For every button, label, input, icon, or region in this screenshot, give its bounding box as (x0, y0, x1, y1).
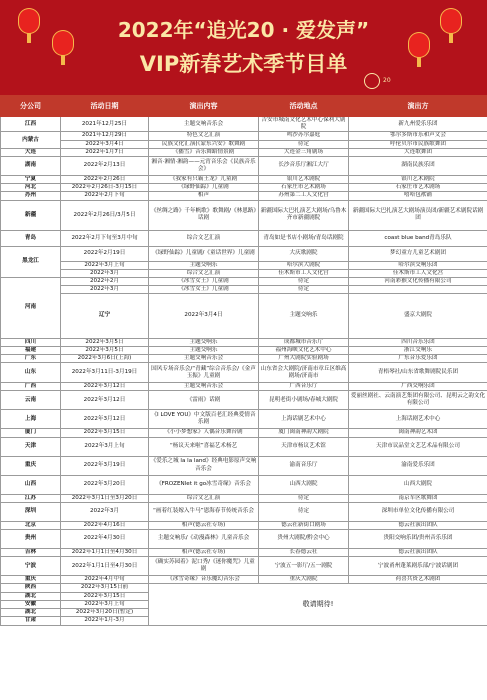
branch-cell: 广东 (1, 355, 61, 363)
table-cell: 2021年12月25日 (61, 117, 149, 132)
table-cell: 2022年4月中旬 (61, 576, 149, 584)
table-cell: 2022年2月下旬 (61, 192, 149, 200)
table-cell: 成都城市音乐厅 (259, 338, 349, 346)
table-cell: 荷喜共资艺术剧团 (349, 576, 487, 584)
table-cell: 特色文艺汇演 (149, 132, 259, 140)
table-cell: 2022年3月上旬 (61, 600, 149, 608)
table-cell: 浙江交响乐 (349, 346, 487, 354)
table-cell: 2021年12月29日 (61, 132, 149, 140)
table-cell: 天津市杨议艺术馆 (259, 437, 349, 456)
table-cell: 主题交响音乐会 (149, 355, 259, 363)
table-cell: 《确实苏园着》泥口秀/《迷你魔咒》儿童剧 (149, 557, 259, 576)
branch-cell: 山西 (1, 475, 61, 494)
table-cell: 大连金三角剧场 (259, 148, 349, 156)
branch-cell: 广西 (1, 383, 61, 391)
table-cell: 渝南爱乐乐团 (349, 456, 487, 475)
table-cell: coast blue band青岛乐队 (349, 230, 487, 246)
table-cell: 佳木斯市工人文化宫 (349, 269, 487, 277)
table-cell: 青岛如是书店小剧场/青岛话剧院 (259, 230, 349, 246)
table-cell: 广西音乐厅 (259, 383, 349, 391)
table-row (1, 494, 487, 502)
table-cell: 广州大剧院实验剧场 (259, 355, 349, 363)
branch-cell: 宁波 (1, 557, 61, 576)
table-row (1, 437, 487, 456)
table-cell: 上海话剧艺术中心 (259, 410, 349, 429)
table-cell: 2022年3月6日(上海) (61, 355, 149, 363)
table-cell: 主题交响乐 (259, 294, 349, 338)
branch-cell: 重庆 (1, 576, 61, 584)
table-cell: 2022年3月12日 (61, 410, 149, 429)
table-cell: 综合文艺汇演 (149, 269, 259, 277)
table-row (1, 176, 487, 184)
table-cell: 重庆大剧院 (259, 576, 349, 584)
table-cell: 厦门闽南神韵大剧院 (259, 429, 349, 437)
table-cell: 2022年1月7日 (61, 148, 149, 156)
table-row (1, 475, 487, 494)
table-cell: 广西交响乐团 (349, 383, 487, 391)
table-cell: 鄂尔多斯市乐和声文会 (349, 132, 487, 140)
branch-cell: 云南 (1, 391, 61, 410)
table-cell: 山东省会大剧院/济南市章丘区维高剧场/济南市 (259, 363, 349, 383)
table-cell: 待定 (259, 140, 349, 148)
table-row (1, 355, 487, 363)
table-cell: 新疆国际大巴扎演艺大剧场/乌鲁木齐市新疆剧院 (259, 200, 349, 230)
table-cell: 德云社演出团队 (349, 549, 487, 557)
table-cell: 2022年3月5日 (61, 338, 149, 346)
table-row (1, 148, 487, 156)
branch-cell: 四川 (1, 338, 61, 346)
table-row (1, 140, 487, 148)
table-cell (349, 286, 487, 294)
table-row (1, 246, 487, 261)
table-cell: 相声(德云社专场) (149, 549, 259, 557)
table-cell: 银川艺术剧院 (259, 176, 349, 184)
branch-cell: 陕西 (1, 584, 61, 592)
table-cell: 《丝绸之路》千年帆歌》歌舞剧/《林恩路》话剧 (149, 200, 259, 230)
table-row (1, 294, 487, 338)
table-row (1, 456, 487, 475)
table-cell: 四川音乐乐团 (349, 338, 487, 346)
branch-cell: 河北 (1, 184, 61, 192)
branch-cell: 厦门 (1, 429, 61, 437)
table-cell: 闽南神韵艺术团 (349, 429, 487, 437)
table-row (1, 549, 487, 557)
table-cell: 2022年3月11日-3月19日 (61, 363, 149, 383)
table-cell: 山西大剧院 (349, 475, 487, 494)
table-row (1, 157, 487, 176)
logo-icon (364, 73, 380, 89)
table-cell: 鸣沙苏尔嘉庭 (259, 132, 349, 140)
banner (0, 0, 487, 95)
table-cell: 《冰雪女王》儿童剧 (149, 286, 259, 294)
table-row (1, 530, 487, 549)
table-row (1, 429, 487, 437)
table-cell: 2022年2月26日 (61, 176, 149, 184)
table-cell: 2022年2月26日-3月15日 (61, 184, 149, 192)
table-cell: 苏州第二工人文化宫 (259, 192, 349, 200)
table-cell: 2022年3月4日 (61, 140, 149, 148)
table-cell: 2022年3月15日 (61, 429, 149, 437)
table-cell: 河南彩猴文化传播有限公司 (349, 278, 487, 286)
table-cell: 2022年3月 (61, 269, 149, 277)
table-row (1, 117, 487, 132)
table-cell: 《I LOVE YOU》中文版百老汇经典爱情音乐剧 (149, 410, 259, 429)
branch-cell: 辽宁 (61, 294, 149, 338)
table-cell: 昆明老街小剧场/春城大剧院 (259, 391, 349, 410)
table-cell: 2022年3月20日 (61, 475, 149, 494)
branch-cell: 重庆 (1, 456, 61, 475)
table-cell: 主题交响乐 (149, 261, 259, 269)
table-cell: 《雷雨》话剧 (149, 391, 259, 410)
table-cell: 《绿野仙踪》儿童剧 (149, 184, 259, 192)
table-cell: 2022年1月1日至4月30日 (61, 557, 149, 576)
table-cell: 天津市议品堂文艺艺术品有限公司 (349, 437, 487, 456)
table-cell: 2022年3月20日(暂定) (61, 609, 149, 617)
table-cell: 银川艺术剧院 (349, 176, 487, 184)
page-subtitle: VIP新春艺术季节目单 (139, 52, 348, 76)
table-cell: 佳木斯市工人文化宫 (259, 269, 349, 277)
branch-cell: 青岛 (1, 230, 61, 246)
table-cell: 石家庄市艺术剧场 (259, 184, 349, 192)
table-row (1, 521, 487, 529)
table-row (1, 278, 487, 286)
branch-cell: 黑龙江 (1, 246, 61, 277)
table-cell: 待定 (259, 494, 349, 502)
table-row (1, 557, 487, 576)
branch-cell: 内蒙古 (1, 132, 61, 148)
table-cell: 2022年3月上旬 (61, 261, 149, 269)
table-cell: 新疆国际大巴扎演艺大剧场演员团/新疆艺术剧院话剧团 (349, 200, 487, 230)
table-row (1, 184, 487, 192)
table-cell: 宁波五一影厅/五一剧院 (259, 557, 349, 576)
branch-cell: 湖南 (1, 157, 61, 176)
branch-cell: 江苏 (1, 494, 61, 502)
table-cell: 湖南民族乐团 (349, 157, 487, 176)
table-cell: 2022年3月12日 (61, 383, 149, 391)
table-row (1, 383, 487, 391)
branch-cell: 苏州 (1, 192, 61, 200)
table-cell: 2022年2月下旬至3月中旬 (61, 230, 149, 246)
table-cell: 山西大剧院 (259, 475, 349, 494)
branch-cell: 安徽 (1, 600, 61, 608)
table-cell: 渝南音乐厅 (259, 456, 349, 475)
table-cell: 2022年1月-3月 (61, 617, 149, 625)
table-cell: 盛京大剧院 (349, 294, 487, 338)
table-cell: 《小小梦想家》人偶音乐舞台剧 (149, 429, 259, 437)
table-cell: 吉安市城南文化艺术中心保利大剧院 (259, 117, 349, 132)
table-cell: 2022年2月13日 (61, 157, 149, 176)
page-title: 2022年“追光20 · 爱发声” (117, 18, 370, 42)
table-row (1, 410, 487, 429)
table-row (1, 200, 487, 230)
table-cell: 2022年2月 (61, 278, 149, 286)
table-row (1, 576, 487, 584)
table-row (1, 391, 487, 410)
logo (364, 72, 420, 90)
table-cell: 梦幻童方儿童艺术剧团 (349, 246, 487, 261)
table-cell: 综合文艺汇演 (149, 494, 259, 502)
header-date: 活动日期 (61, 96, 149, 117)
table-cell: 长春德云社 (259, 549, 349, 557)
table-cell: 福州海峡文化艺术中心 (259, 346, 349, 354)
table-cell: 新九州爱乐乐团 (349, 117, 487, 132)
table-row (1, 261, 487, 269)
table-cell: 上海话剧艺术中心 (349, 410, 487, 429)
table-cell: 2022年2月26日/3月5日 (61, 200, 149, 230)
table-cell: 2022年4月16日 (61, 521, 149, 529)
table-cell: 待定 (259, 502, 349, 521)
table-cell: 2022年3月4日 (149, 294, 259, 338)
table-cell: 湘音·湘情·湘韵——元宵音乐会《民族音乐会》 (149, 157, 259, 176)
table-cell: 综合文艺汇演 (149, 230, 259, 246)
table-cell: 德云社演出团队 (349, 521, 487, 529)
table-cell: 2022年3月19日 (61, 456, 149, 475)
table-cell: 《绿野仙踪》儿童剧/《童话世界》儿童剧 (149, 246, 259, 261)
branch-cell: 北京 (1, 521, 61, 529)
table-cell: 2022年3月上旬 (61, 437, 149, 456)
table-cell: 《冰雪女王》儿童剧 (149, 278, 259, 286)
table-row (1, 346, 487, 354)
table-row (1, 502, 487, 521)
branch-cell: 天津 (1, 437, 61, 456)
table-cell: 2022年3月12日 (61, 391, 149, 410)
branch-cell: 福建 (1, 346, 61, 354)
table-cell: 青梧琴社/山东省歌舞剧院民乐团 (349, 363, 487, 383)
table-cell: 相声(德云社专场) (149, 521, 259, 529)
table-cell: 主题交响乐 (149, 346, 259, 354)
branch-cell: 吉林 (1, 549, 61, 557)
table-cell: 主题交响乐/《动漫森林》儿童音乐会 (149, 530, 259, 549)
table-cell: 待定 (259, 286, 349, 294)
branch-cell: 湖北 (1, 609, 61, 617)
table-cell: 贵阳交响乐团/贵州音乐乐团 (349, 530, 487, 549)
table-cell: 主题交响乐 (149, 338, 259, 346)
branch-cell: 甘肃 (1, 617, 61, 625)
table-cell: 国风专场音乐会/“青藏”综合音乐会/《金声玉振》儿童剧 (149, 363, 259, 383)
header-branch: 分公司 (1, 96, 61, 117)
branch-cell: 山东 (1, 363, 61, 383)
table-body (1, 117, 487, 626)
table-cell: 嘻哈包袱铺 (349, 192, 487, 200)
table-cell: 2022年3月15日前 (61, 584, 149, 592)
branch-cell: 河南 (1, 278, 61, 339)
table-cell: 德云社新街口剧场 (259, 521, 349, 529)
table-cell: 哈尔滨大剧院 (259, 261, 349, 269)
table-cell: 2022年3月 (61, 502, 149, 521)
table-cell: 深圳市单位文化传播有限公司 (349, 502, 487, 521)
table-cell: “画着红装嫁入牛马”恩海春节传统音乐会 (149, 502, 259, 521)
branch-cell: 贵州 (1, 530, 61, 549)
table-row (1, 230, 487, 246)
branch-cell: 宁夏 (1, 176, 61, 184)
table-cell: 待定 (259, 278, 349, 286)
branch-cell: 湖北 (1, 592, 61, 600)
table-cell: 哈尔滨交响乐团 (349, 261, 487, 269)
program-table (0, 95, 487, 626)
table-cell: “杨议天来啦”喜福艺术杨艺 (149, 437, 259, 456)
table-cell: 2022年1月1日至4月30日 (61, 549, 149, 557)
table-cell: 宁波甬州蓬莱剧乐部/宁波话剧团 (349, 557, 487, 576)
table-row (1, 192, 487, 200)
table-cell: 爱丽丝剧社、云南演艺集团有限公司、昆明云之韵文化有限公司 (349, 391, 487, 410)
logo-text: 20 (383, 77, 391, 84)
table-cell: 2022年2月19日 (61, 246, 149, 261)
table-cell: 长沙音乐厅湘江大厅 (259, 157, 349, 176)
table-cell: 石家庄市艺术剧场 (349, 184, 487, 192)
table-cell: 《我家有只霸王龙》儿童剧 (149, 176, 259, 184)
table-cell: 2022年3月5日 (61, 346, 149, 354)
table-cell: 《播雪》音乐舞蹈情景剧 (149, 148, 259, 156)
branch-cell: 大连 (1, 148, 61, 156)
table-cell: 大庆歌剧院 (259, 246, 349, 261)
table-cell: 《爱乐之城 la la land》经典电影原声交响音乐会 (149, 456, 259, 475)
table-cell: 2022年3月15日 (61, 592, 149, 600)
table-cell: 《冰雪奇缘》音乐魔幻音乐会 (149, 576, 259, 584)
table-cell: 贵州大剧院/黔会中心 (259, 530, 349, 549)
header-venue: 活动地点 (259, 96, 349, 117)
coming-soon-cell: 敬请期待! (149, 584, 487, 625)
table-cell: 主题交响音乐会 (149, 383, 259, 391)
table-row (1, 363, 487, 383)
table-cell: 南京军区歌舞团 (349, 494, 487, 502)
header-content: 演出内容 (149, 96, 259, 117)
table-cell: 民族文化汇演(《蒙东兴安》歌舞剧 (149, 140, 259, 148)
header-performer: 演出方 (349, 96, 487, 117)
table-row (1, 584, 487, 592)
table-cell: 《FROZENlet it go冰雪奇缘》音乐会 (149, 475, 259, 494)
table-cell: 主题交响音乐会 (149, 117, 259, 132)
table-cell: 广东音乐爱乐团 (349, 355, 487, 363)
table-row (1, 132, 487, 140)
branch-cell: 江西 (1, 117, 61, 132)
table-cell: 呼伦贝尔市民族歌舞团 (349, 140, 487, 148)
table-cell: 2022年3月1日至3月20日 (61, 494, 149, 502)
table-cell: 相声 (149, 192, 259, 200)
table-row (1, 269, 487, 277)
table-row (1, 286, 487, 294)
branch-cell: 新疆 (1, 200, 61, 230)
branch-cell: 上海 (1, 410, 61, 429)
table-header (1, 96, 487, 117)
table-row (1, 338, 487, 346)
table-cell: 大连歌舞团 (349, 148, 487, 156)
branch-cell: 深圳 (1, 502, 61, 521)
table-cell: 2022年4月30日 (61, 530, 149, 549)
table-cell: 2022年3月 (61, 286, 149, 294)
